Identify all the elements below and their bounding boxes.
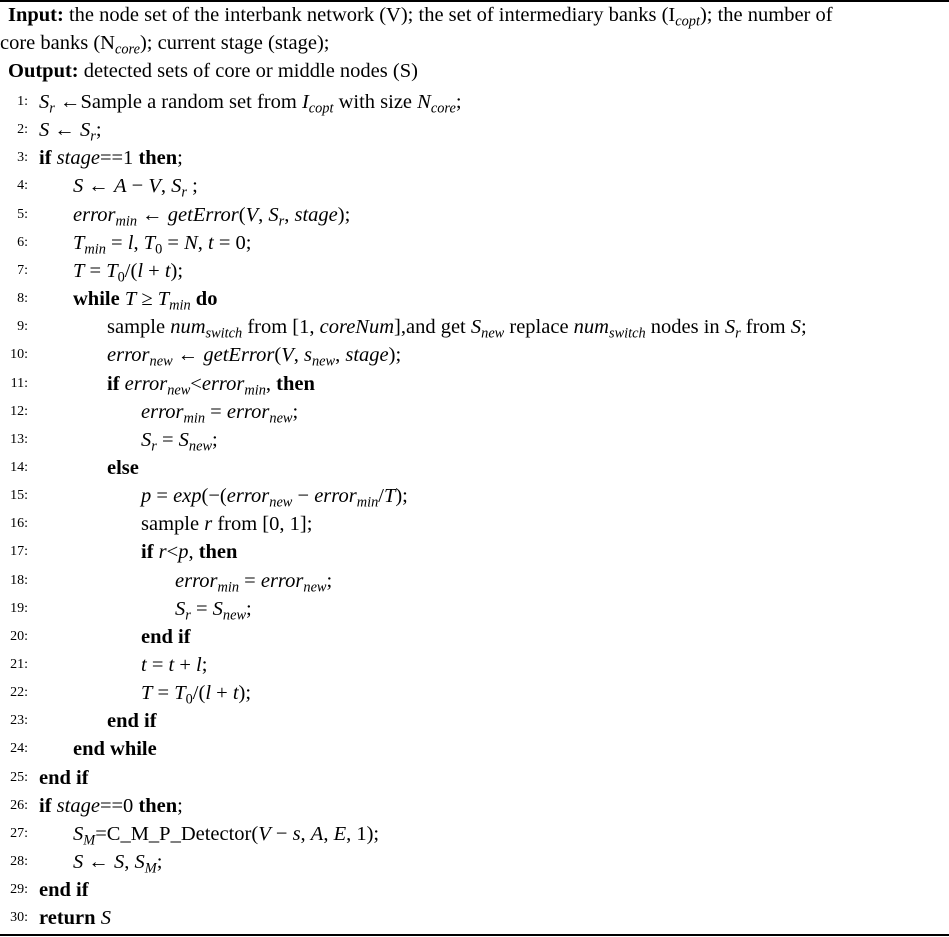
algorithm-line	[0, 820, 949, 848]
algorithm-line	[0, 876, 949, 904]
line-code: S ← S, $S_M$;	[73, 851, 163, 877]
algorithm-line	[0, 707, 949, 735]
line-number: 17:	[10, 544, 28, 560]
line-code: sample num$_{switch}$ from [1, coreNum],and get $S_{new}$ replace num$_{switch}$ nodes in $S_r$ from S;	[107, 316, 807, 342]
line-number: 12:	[10, 403, 28, 419]
input-text-part2: ); the number of	[699, 4, 833, 26]
algorithm-line	[0, 538, 949, 566]
line-number: 26:	[10, 797, 28, 813]
line-code: end if	[39, 879, 89, 902]
line-number: 3:	[17, 150, 28, 166]
algorithm-line	[0, 623, 949, 651]
line-code: else	[107, 456, 139, 479]
line-code: if stage==0 then;	[39, 794, 183, 817]
line-code: $T_{min} = l$, $T_0 = N$, t = 0;	[73, 231, 252, 258]
line-code: $T = T_0/(l + t)$;	[141, 682, 252, 708]
line-code: p = exp(−(error$_{new}$ − error$_{min}$/T);	[141, 485, 408, 511]
algorithm-line	[0, 88, 949, 116]
line-code: error$_{min}$ = error$_{new}$;	[175, 569, 333, 595]
input-label: Input:	[8, 4, 64, 26]
algorithm-line	[0, 285, 949, 313]
algorithm-line	[0, 144, 949, 172]
input-text-part1: the node set of the interbank network (V); the set of intermediary banks (I	[63, 4, 676, 26]
line-number: 29:	[10, 882, 28, 898]
line-code: S ← $S_r$;	[39, 119, 102, 145]
input-line-1	[8, 1, 949, 29]
algorithm-line	[0, 313, 949, 341]
line-number: 15:	[10, 488, 28, 504]
input-text-part3: core banks (N	[0, 32, 115, 54]
line-number: 21:	[10, 657, 28, 672]
line-code: sample r from [0, 1];	[141, 513, 313, 536]
algorithm-line	[0, 764, 949, 792]
output-text: detected sets of core or middle nodes (S)	[78, 60, 418, 82]
algorithm-line	[0, 341, 949, 369]
line-code: t = t + l;	[141, 654, 208, 676]
line-code: error$_{min}$ ← getError(V, $S_r$, stage);	[73, 203, 351, 229]
line-number: 20:	[10, 628, 28, 644]
algorithm-line	[0, 172, 949, 200]
line-number: 4:	[17, 178, 28, 194]
line-code: $S_M=C\_M\_P\_Detector(V - s$, A, E, 1);	[73, 822, 380, 849]
line-code: if stage==1 then;	[39, 147, 183, 170]
input-text-part4: ); current stage (stage);	[139, 32, 330, 54]
line-number: 19:	[10, 600, 28, 616]
line-number: 6:	[17, 234, 28, 250]
line-number: 22:	[10, 685, 28, 701]
line-number: 2:	[17, 122, 28, 138]
input-sub-core: core	[114, 41, 140, 58]
algorithm-line	[0, 398, 949, 426]
algorithm-line	[0, 567, 949, 595]
line-number: 14:	[10, 459, 28, 475]
line-code: $T = T_0/(l + t)$;	[73, 259, 184, 286]
input-sub-copt: copt	[675, 13, 700, 30]
algorithm-line	[0, 848, 949, 876]
line-number: 10:	[10, 347, 28, 363]
line-number: 28:	[10, 854, 28, 870]
output-label: Output:	[8, 60, 79, 82]
line-code: S ← A − V, $S_r$ ;	[73, 175, 198, 201]
line-number: 5:	[17, 206, 28, 222]
algorithm-line	[0, 679, 949, 707]
algorithm-line	[0, 116, 949, 144]
algorithm-line	[0, 792, 949, 820]
line-number: 16:	[10, 516, 28, 532]
line-code: error$_{new}$ ← getError(V, $s_{new}$, stage);	[107, 344, 402, 370]
algorithm-line	[0, 201, 949, 229]
line-code: $S_r = S_{new}$;	[175, 597, 252, 623]
line-code: return S	[39, 907, 111, 930]
line-code: $S_r$ ←Sample a random set from $I_{copt}$ with size $N_{core}$;	[39, 91, 462, 117]
algorithm-line	[0, 370, 949, 398]
line-code: $S_r = S_{new}$;	[141, 428, 218, 455]
line-number: 1:	[17, 94, 28, 109]
line-code: if r<p, then	[141, 541, 238, 564]
input-line-2	[0, 29, 949, 57]
line-number: 27:	[10, 825, 28, 841]
line-number: 9:	[17, 319, 28, 335]
line-code: end if	[141, 625, 191, 648]
line-number: 23:	[10, 713, 28, 729]
algorithm-line	[0, 595, 949, 623]
algorithm-line	[0, 482, 949, 510]
line-number: 13:	[10, 431, 28, 447]
line-code: end while	[73, 738, 157, 761]
algorithm-line	[0, 454, 949, 482]
line-code: error$_{min}$ = error$_{new}$;	[141, 400, 299, 426]
line-number: 8:	[17, 291, 28, 307]
algorithm-line	[0, 257, 949, 285]
line-number: 18:	[10, 572, 28, 588]
line-code: end if	[39, 766, 89, 789]
line-number: 25:	[10, 769, 28, 785]
line-number: 11:	[10, 375, 28, 391]
algorithm-line	[0, 904, 949, 932]
output-line	[8, 57, 949, 85]
bottom-rule	[0, 934, 949, 936]
algorithm-line	[0, 735, 949, 763]
line-code: if error$_{new}$<error$_{min}$, then	[107, 372, 315, 398]
algorithm-line	[0, 651, 949, 679]
line-code: while $T \ge T_{min}$ do	[73, 288, 218, 314]
algorithm-line	[0, 229, 949, 257]
line-number: 24:	[10, 741, 28, 757]
line-number: 7:	[17, 262, 28, 278]
algorithm-line	[0, 426, 949, 454]
line-number: 30:	[10, 910, 28, 926]
line-code: end if	[107, 710, 157, 733]
algorithm-line	[0, 510, 949, 538]
